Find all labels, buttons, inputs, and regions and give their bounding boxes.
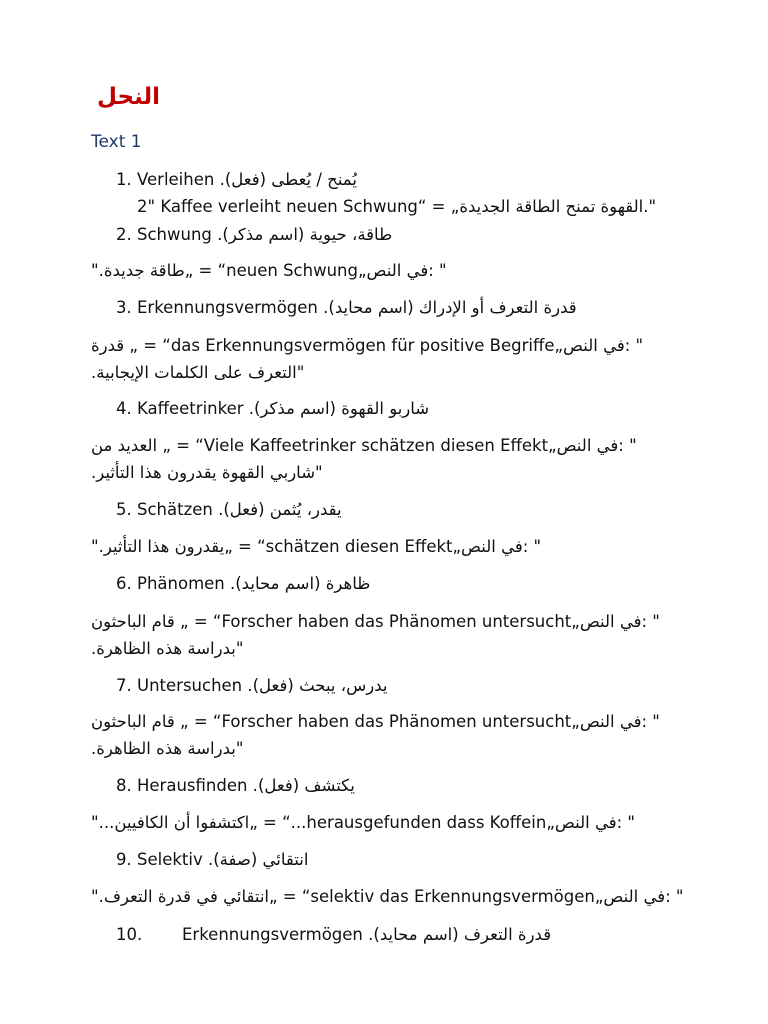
page-title: النحل [97, 84, 161, 110]
example-line [91, 886, 683, 908]
item-text: 2" Kaffee verleiht neuen Schwung“ = „القهوة تمنح الطاقة الجديدة." [137, 197, 657, 216]
item-text: " :في النص„das Erkennungsvermögen für positive Begriffe“ = „ قدرة [91, 336, 644, 355]
item-number: 9. [116, 850, 132, 869]
item-text: "شاربي القهوة يقدرون هذا التأثير. [91, 463, 323, 482]
item-text: Herausfinden .يكتشف (فعل) [137, 776, 355, 795]
vocab-item [116, 224, 392, 246]
item-text: " :في النص„schätzen diesen Effekt“ = „يقدرون هذا التأثير." [91, 537, 542, 556]
item-text: Phänomen .ظاهرة (اسم محايد) [137, 574, 371, 593]
vocab-item [116, 675, 387, 697]
example-line [91, 638, 243, 660]
item-number: 8. [116, 776, 132, 795]
item-text: " :في النص„Forscher haben das Phänomen untersucht“ = „ قام الباحثون [91, 712, 660, 731]
vocab-item [116, 169, 357, 191]
example-line [91, 435, 637, 457]
item-text: "بدراسة هذه الظاهرة. [91, 739, 244, 758]
item-number: 7. [116, 676, 132, 695]
vocab-item [116, 499, 342, 521]
item-text: Kaffeetrinker .شاربو القهوة (اسم مذكر) [137, 399, 430, 418]
example-line [91, 462, 323, 484]
vocab-item [116, 775, 355, 797]
item-text: Schätzen .يقدر، يُثمن (فعل) [137, 500, 342, 519]
item-text: " :في النص„Forscher haben das Phänomen untersucht“ = „ قام الباحثون [91, 612, 660, 631]
example-line [91, 611, 660, 633]
item-text: Verleihen .يُمنح / يُعطى (فعل) [137, 170, 357, 189]
example-line [91, 362, 304, 384]
example-line [91, 738, 243, 760]
item-number: 3. [116, 298, 132, 317]
item-text: " :في النص„Viele Kaffeetrinker schätzen diesen Effekt“ = „ العديد من [91, 436, 637, 455]
item-text: " :في النص„herausgefunden dass Koffein...“ = „اكتشفوا أن الكافيين..." [91, 813, 635, 832]
vocab-item [116, 573, 370, 595]
item-text: " :في النص„selektiv das Erkennungsvermögen“ = „انتقائي في قدرة التعرف." [91, 887, 684, 906]
item-number: 2. [116, 225, 132, 244]
example-line [137, 196, 656, 218]
item-text: Erkennungsvermögen .قدرة التعرف أو الإدراك (اسم محايد) [137, 298, 577, 317]
item-number: 5. [116, 500, 132, 519]
example-line [91, 812, 635, 834]
vocab-item [116, 297, 577, 319]
item-number: 10. [116, 925, 143, 944]
item-text: Schwung .طاقة، حيوية (اسم مذكر) [137, 225, 393, 244]
vocab-item [116, 398, 429, 420]
example-line [91, 260, 447, 282]
example-line [91, 536, 541, 558]
vocab-item [116, 924, 551, 946]
section-heading: Text 1 [91, 132, 142, 152]
item-text: "التعرف على الكلمات الإيجابية. [91, 363, 305, 382]
item-text: Untersuchen .يدرس، يبحث (فعل) [137, 676, 388, 695]
item-text: Erkennungsvermögen .قدرة التعرف (اسم محايد) [182, 925, 552, 944]
item-text: " :في النص„neuen Schwung“ = „طاقة جديدة." [91, 261, 447, 280]
vocab-item [116, 849, 308, 871]
example-line [91, 711, 660, 733]
item-number: 4. [116, 399, 132, 418]
item-text: Selektiv .انتقائي (صفة) [137, 850, 309, 869]
item-number: 6. [116, 574, 132, 593]
item-text: "بدراسة هذه الظاهرة. [91, 639, 244, 658]
item-number: 1. [116, 170, 132, 189]
example-line [91, 335, 643, 357]
